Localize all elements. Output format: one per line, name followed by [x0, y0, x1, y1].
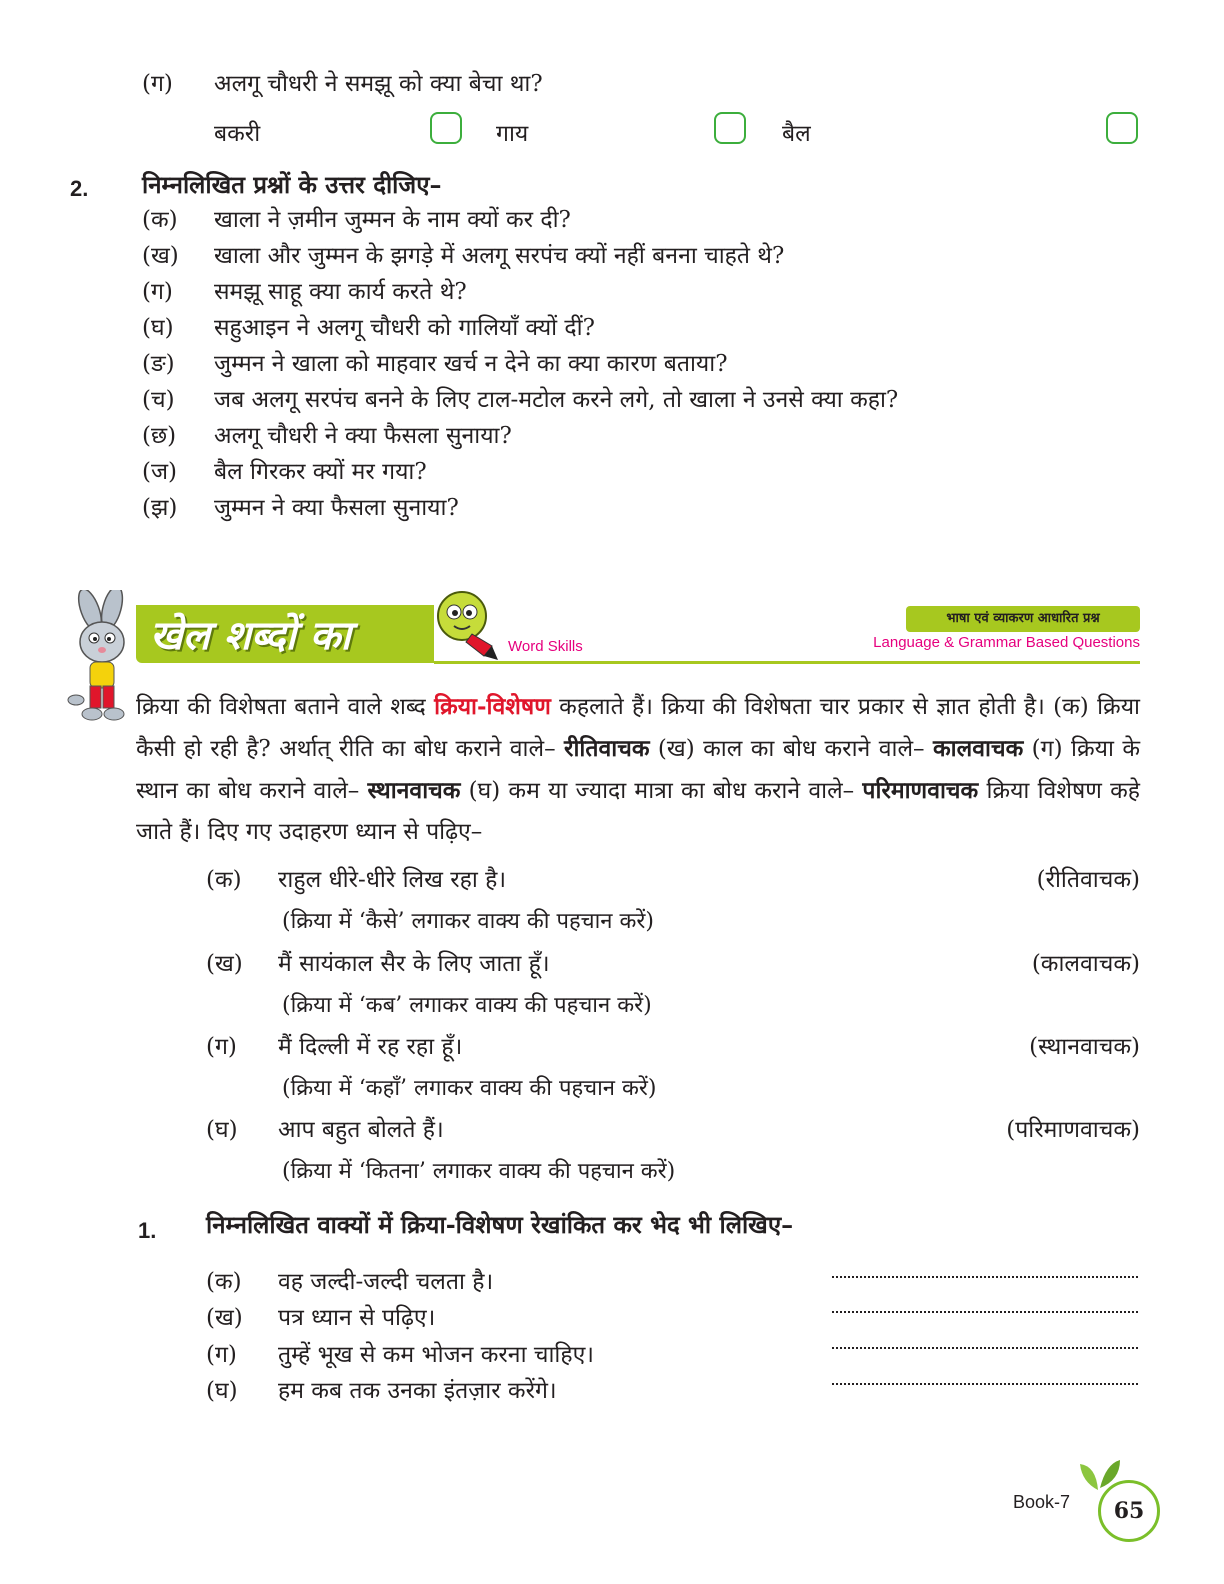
example-hint: (क्रिया में ‘कितना’ लगाकर वाक्य की पहचान करें)	[282, 1159, 676, 1184]
mcq-question	[142, 66, 543, 102]
list-item: (झ) जुम्मन ने क्या फैसला सुनाया?	[142, 495, 459, 521]
section2-heading: निम्नलिखित प्रश्नों के उत्तर दीजिए–	[142, 170, 442, 199]
example-type: (स्थानवाचक)	[1029, 1034, 1140, 1060]
mcq-label: (ग)	[142, 71, 173, 97]
mcq-text: अलगू चौधरी ने समझू को क्या बेचा था?	[214, 71, 543, 97]
keyword-kriya-visheshan: क्रिया-विशेषण	[434, 693, 551, 720]
keyword-kalvachak: कालवाचक	[933, 735, 1024, 762]
exercise-item: (घ) हम कब तक उनका इंतज़ार करेंगे।	[206, 1378, 557, 1404]
keyword-sthanvachak: स्थानवाचक	[367, 777, 461, 804]
list-item: (क) खाला ने ज़मीन जुम्मन के नाम क्यों कर दी?	[142, 207, 571, 233]
mcq-option-3-checkbox[interactable]	[1106, 112, 1138, 144]
language-grammar-badge: भाषा एवं व्याकरण आधारित प्रश्न	[906, 606, 1140, 632]
answer-line[interactable]	[832, 1383, 1138, 1385]
intro-paragraph: क्रिया की विशेषता बताने वाले शब्द क्रिया-विशेषण कहलाते हैं। क्रिया की विशेषता चार प्रकार से ज्ञात होती है। (क) क्रिया कैसी हो रही है? अर्थात् रीति का बोध कराने वाले– रीतिवाचक (ख) काल का बोध कराने वाले– कालवाचक (ग) क्रिया के स्थान का बोध कराने वाले– स्थानवाचक (घ) कम या ज्यादा मात्रा का बोध कराने वाले– परिमाणवाचक क्रिया विशेषण कहे जाते हैं। दिए गए उदाहरण ध्यान से पढ़िए–	[136, 693, 1141, 845]
banner-title: खेल शब्दों का	[150, 612, 351, 659]
list-item: (छ) अलगू चौधरी ने क्या फैसला सुनाया?	[142, 423, 512, 449]
answer-line[interactable]	[832, 1311, 1138, 1313]
book-label: Book-7	[1013, 1492, 1071, 1512]
example-hint: (क्रिया में ‘कैसे’ लगाकर वाक्य की पहचान करें)	[282, 909, 654, 934]
example-row: (ग) मैं दिल्ली में रह रहा हूँ। (स्थानवाचक)	[206, 1029, 1140, 1065]
pencil-mascot-icon	[430, 584, 502, 662]
list-item: (ज) बैल गिरकर क्यों मर गया?	[142, 459, 427, 485]
example-type: (रीतिवाचक)	[1036, 867, 1140, 893]
list-item: (ख) खाला और जुम्मन के झगड़े में अलगू सरपंच क्यों नहीं बनना चाहते थे?	[142, 243, 785, 269]
list-item: (ग) समझू साहू क्या कार्य करते थे?	[142, 279, 467, 305]
exercise-item: (ख) पत्र ध्यान से पढ़िए।	[206, 1305, 436, 1331]
section2-number: 2.	[70, 176, 89, 201]
exercise-item: (ग) तुम्हें भूख से कम भोजन करना चाहिए।	[206, 1342, 595, 1368]
banner-divider	[434, 661, 1140, 664]
answer-line[interactable]	[832, 1276, 1138, 1278]
exercise-number: 1.	[138, 1218, 157, 1243]
keyword-ritivachak: रीतिवाचक	[564, 735, 650, 762]
page-number: 65	[1098, 1480, 1160, 1542]
section2-question-list	[142, 202, 898, 526]
example-row: (घ) आप बहुत बोलते हैं। (परिमाणवाचक)	[206, 1112, 1140, 1148]
banner-subtitle: Word Skills	[508, 638, 583, 655]
list-item: (च) जब अलगू सरपंच बनने के लिए टाल-मटोल करने लगे, तो खाला ने उनसे क्या कहा?	[142, 387, 899, 413]
example-hint: (क्रिया में ‘कहाँ’ लगाकर वाक्य की पहचान करें)	[282, 1076, 657, 1101]
mcq-option-2-label: गाय	[496, 121, 529, 147]
example-type: (कालवाचक)	[1031, 951, 1140, 977]
exercise-item: (क) वह जल्दी-जल्दी चलता है।	[206, 1269, 494, 1295]
exercise-heading: निम्नलिखित वाक्यों में क्रिया-विशेषण रेखांकित कर भेद भी लिखिए–	[206, 1210, 794, 1239]
answer-line[interactable]	[832, 1347, 1138, 1349]
mcq-option-2-checkbox[interactable]	[714, 112, 746, 144]
example-type: (परिमाणवाचक)	[1006, 1117, 1140, 1143]
rabbit-mascot-icon	[62, 590, 142, 730]
mcq-option-3-label: बैल	[782, 121, 811, 147]
list-item: (घ) सहुआइन ने अलगू चौधरी को गालियाँ क्यों दीं?	[142, 315, 595, 341]
example-row: (ख) मैं सायंकाल सैर के लिए जाता हूँ। (कालवाचक)	[206, 946, 1140, 982]
mcq-option-1-checkbox[interactable]	[430, 112, 462, 144]
example-row: (क) राहुल धीरे-धीरे लिख रहा है। (रीतिवाचक)	[206, 862, 1140, 898]
keyword-parimanvachak: परिमाणवाचक	[862, 777, 979, 804]
mcq-option-1-label: बकरी	[214, 121, 261, 147]
language-grammar-caption: Language & Grammar Based Questions	[873, 634, 1140, 651]
list-item: (ङ) जुम्मन ने खाला को माहवार खर्च न देने का क्या कारण बताया?	[142, 351, 728, 377]
example-hint: (क्रिया में ‘कब’ लगाकर वाक्य की पहचान करें)	[282, 993, 652, 1018]
